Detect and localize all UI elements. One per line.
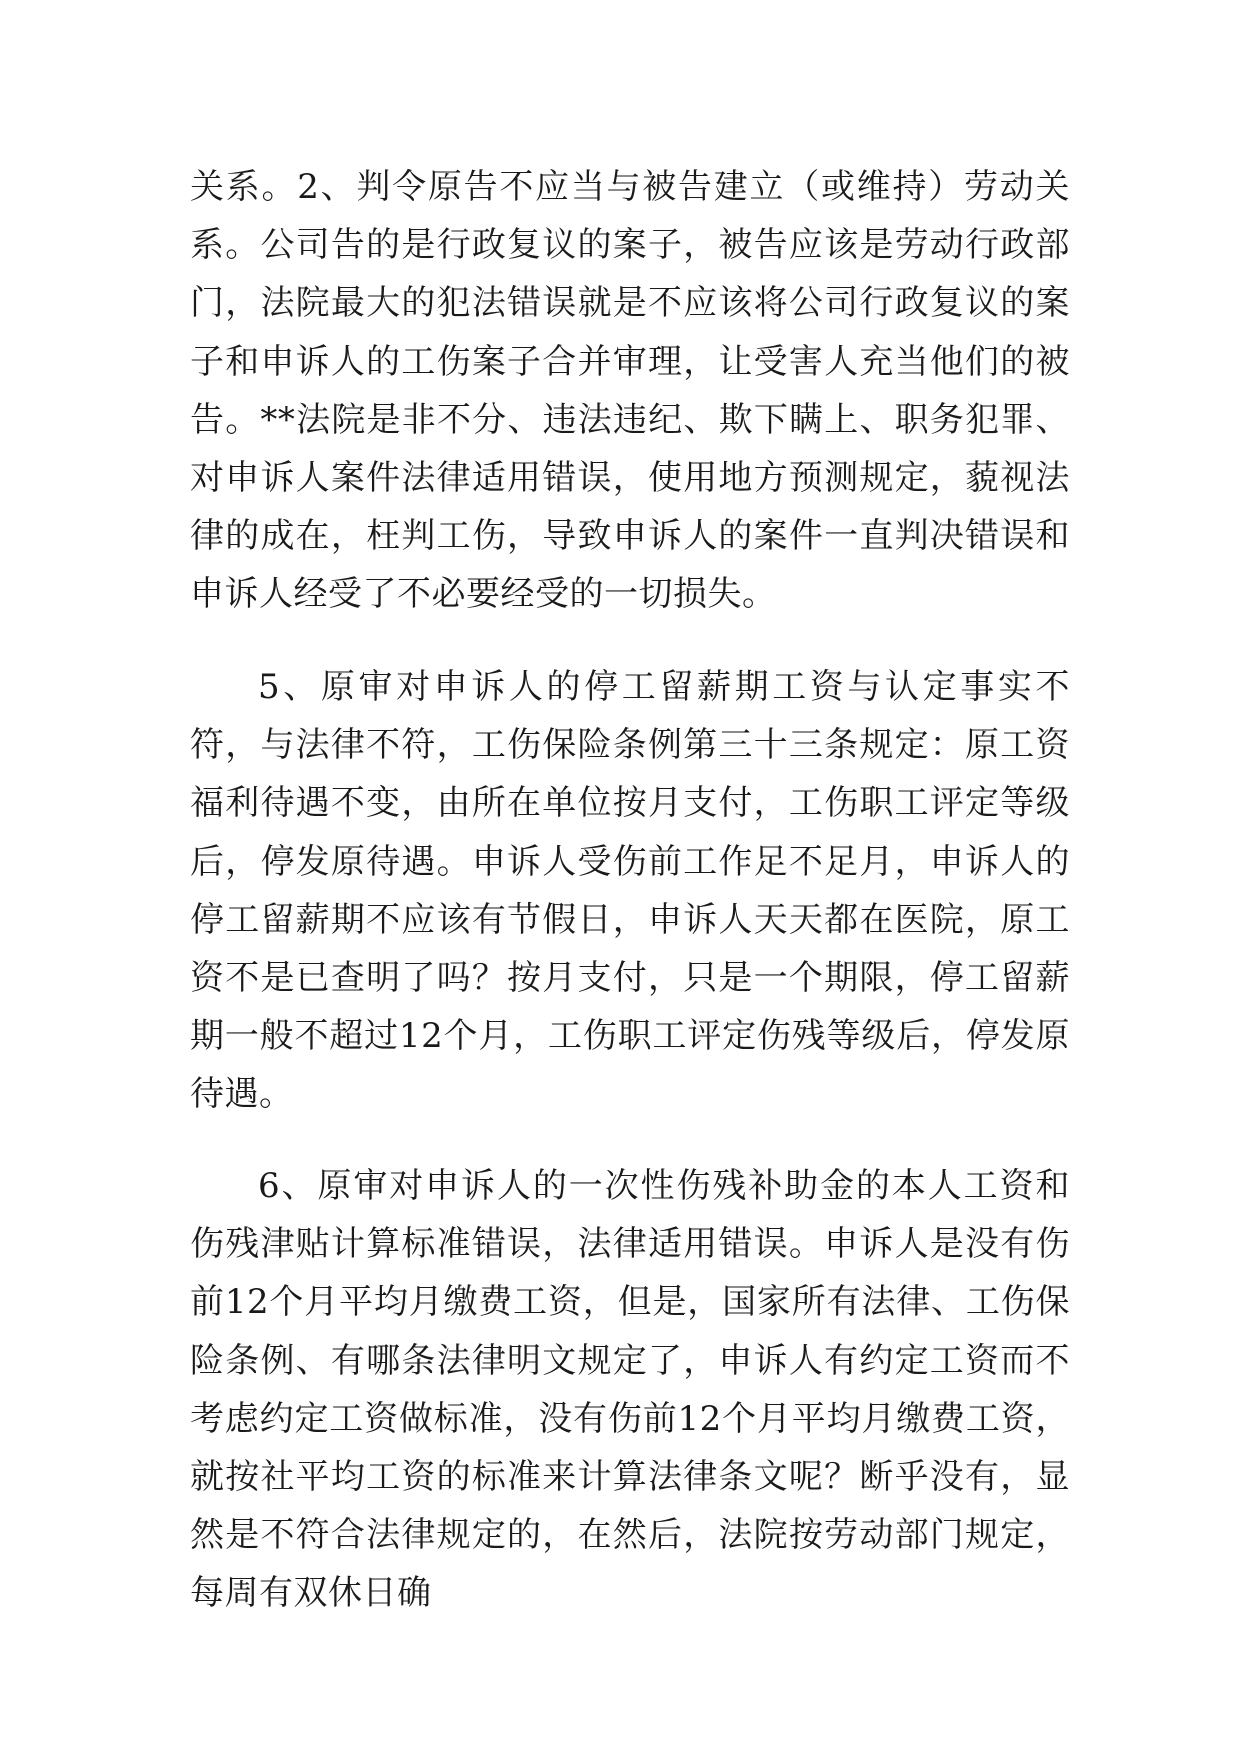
paragraph-item-6: 6、原审对申诉人的一次性伤残补助金的本人工资和伤残津贴计算标准错误，法律适用错误。申诉人是没有伤前12个月平均月缴费工资，但是，国家所有法律、工伤保险条例、有哪条法律明文规定了，申诉人有约定工资而不考虑约定工资做标准，没有伤前12个月平均月缴费工资，就按社平均工资的标准来计算法律条文呢？断乎没有，显然是不符合法律规定的，在然后，法院按劳动部门规定，每周有双休日确 xyxy=(190,1166,1070,1614)
paragraph-item-5: 5、原审对申诉人的停工留薪期工资与认定事实不符，与法律不符，工伤保险条例第三十三条规定：原工资福利待遇不变，由所在单位按月支付，工伤职工评定等级后，停发原待遇。申诉人受伤前工作足不足月，申诉人的停工留薪期不应该有节假日，申诉人天天都在医院，原工资不是已查明了吗？按月支付，只是一个期限，停工留薪期一般不超过12个月，工伤职工评定伤残等级后，停发原待遇。 xyxy=(190,667,1070,1115)
paragraph-continuation: 关系。2、判令原告不应当与被告建立（或维持）劳动关系。公司告的是行政复议的案子，被告应该是劳动行政部门，法院最大的犯法错误就是不应该将公司行政复议的案子和申诉人的工伤案子合并审理，让受害人充当他们的被告。**法院是非不分、违法违纪、欺下瞒上、职务犯罪、对申诉人案件法律适用错误，使用地方预测规定，藐视法律的成在，枉判工伤，导致申诉人的案件一直判决错误和申诉人经受了不必要经受的一切损失。 xyxy=(190,167,1070,615)
